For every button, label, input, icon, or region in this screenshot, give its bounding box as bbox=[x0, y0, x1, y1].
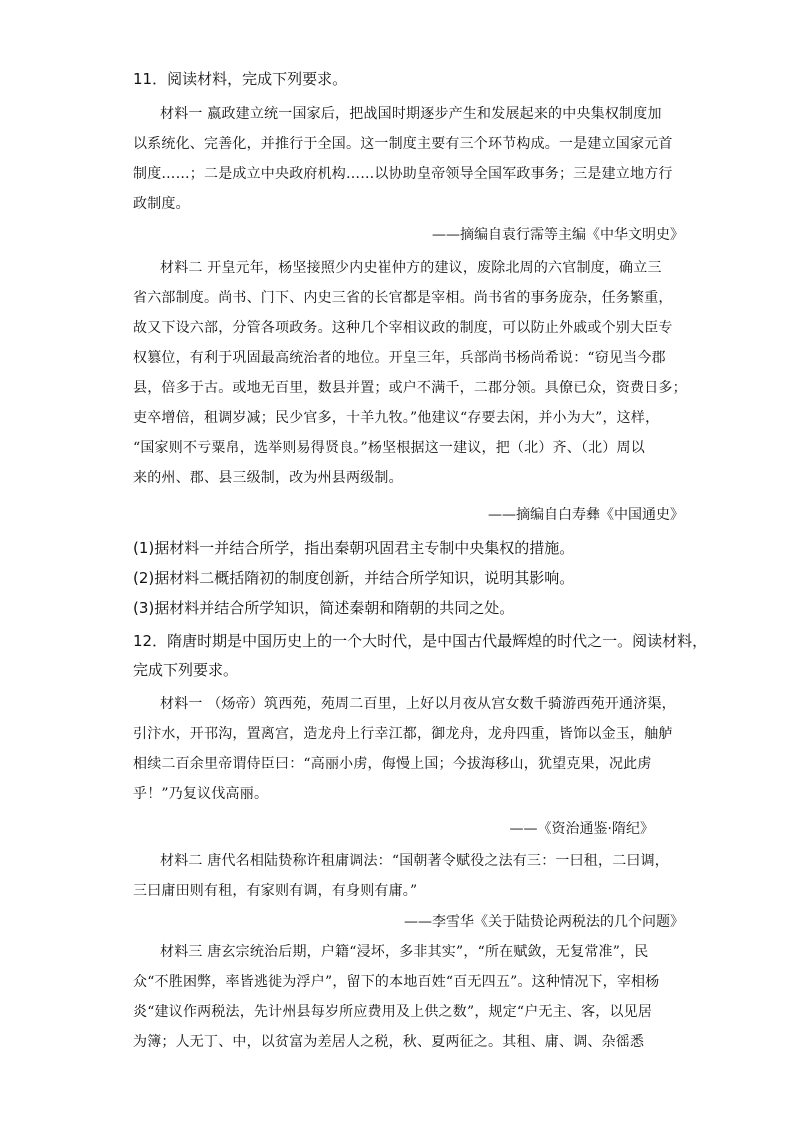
q12-material-1-line: 材料一 （炀帝）筑西苑，苑周二百里，上好以月夜从宫女数千骑游西苑开通济渠， bbox=[160, 696, 676, 712]
q11-material-1-line: 制度……；二是成立中央政府机构……以协助皇帝领导全国军政事务；三是建立地方行 bbox=[133, 166, 673, 182]
question-11-title: 11．阅读材料，完成下列要求。 bbox=[133, 70, 348, 88]
q12-material-1-line: 引汴水，开邗沟，置离宫，造龙舟上行幸江都，御龙舟，龙舟四重，皆饰以金玉，舳舻 bbox=[133, 726, 673, 742]
q12-material-2-line: 材料二 唐代名相陆贽称许租庸调法：“国朝著令赋役之法有三：一曰租，二曰调， bbox=[160, 853, 670, 869]
q11-material-2-line: 来的州、郡、县三级制，改为州县两级制。 bbox=[133, 470, 403, 486]
q12-material-1-source: ——《资治通鉴·隋纪》 bbox=[509, 821, 654, 837]
q12-material-3-line: 炎“建议作两税法，先计州县每岁所应费用及上供之数”，规定“户无主、客，以见居 bbox=[133, 1004, 653, 1020]
q11-material-1-line: 政制度。 bbox=[133, 196, 190, 212]
q12-material-2-line: 三曰庸田则有租，有家则有调，有身则有庸。” bbox=[133, 883, 418, 899]
q11-material-2-line: 故又下设六部，分管各项政务。这种几个宰相议政的制度，可以防止外戚或个别大臣专 bbox=[133, 320, 673, 336]
q12-material-3-line: 为簿；人无丁、中，以贫富为差居人之税，秋、夏两征之。其租、庸、调、杂徭悉 bbox=[133, 1034, 645, 1050]
q11-material-2-line: 材料二 开皇元年，杨坚接照少内史崔仲方的建议，废除北周的六官制度，确立三 bbox=[160, 260, 662, 276]
q12-material-1-line: 乎！”乃复议伐高丽。 bbox=[133, 786, 269, 802]
q11-material-2-line: “国家则不亏粟帛，选举则易得贤良。”杨坚根据这一建议，把（北）齐、（北）周以 bbox=[133, 440, 645, 456]
question-12-title-cont: 完成下列要求。 bbox=[133, 661, 239, 679]
q11-material-2-line: 吏卒增倍，租调岁减；民少官多，十羊九牧。”他建议“存要去闲，并小为大”，这样， bbox=[133, 410, 660, 426]
q12-material-1-line: 相续二百余里帝谓侍臣曰：“高丽小虏，侮慢上国；今拔海移山，犹望克果，况此虏 bbox=[133, 756, 652, 772]
question-12-title: 12．隋唐时期是中国历史上的一个大时代，是中国古代最辉煌的时代之一。阅读材料， bbox=[133, 632, 708, 650]
q11-material-2-line: 省六部制度。尚书、门下、内史三省的长官都是宰相。尚书省的事务庞杂，任务繁重， bbox=[133, 290, 673, 306]
q11-material-1-line: 以系统化、完善化，并推行于全国。这一制度主要有三个环节构成。一是建立国家元首 bbox=[133, 136, 673, 152]
q11-material-2-source: ——摘编自白寿彝《中国通史》 bbox=[488, 507, 684, 523]
q12-material-3-line: 众“不胜困弊，率皆逃徙为浮户”，留下的本地百姓“百无四五”。这种情况下，宰相杨 bbox=[133, 974, 660, 990]
q11-material-1-source: ——摘编自袁行霈等主编《中华文明史》 bbox=[432, 227, 684, 243]
q11-subquestion-1: (1)据材料一并结合所学，指出秦朝巩固君主专制中央集权的措施。 bbox=[133, 539, 575, 557]
q11-material-1-line: 材料一 嬴政建立统一国家后，把战国时期逐步产生和发展起来的中央集权制度加 bbox=[160, 106, 662, 122]
q11-material-2-line: 县，倍多于古。或地无百里，数县并置；或户不满千，二郡分领。具僚已众，资费日多； bbox=[133, 380, 687, 396]
q11-material-2-line: 权篡位，有利于巩固最高统治者的地位。开皇三年，兵部尚书杨尚希说：“窃见当今郡 bbox=[133, 350, 666, 366]
q11-subquestion-3: (3)据材料并结合所学知识，简述秦朝和隋朝的共同之处。 bbox=[133, 599, 515, 617]
q11-subquestion-2: (2)据材料二概括隋初的制度创新，并结合所学知识，说明其影响。 bbox=[133, 569, 575, 587]
q12-material-3-line: 材料三 唐玄宗统治后期，户籍“浸坏，多非其实”，“所在赋敛，无复常准”，民 bbox=[160, 944, 649, 960]
q12-material-2-source: ——李雪华《关于陆贽论两税法的几个问题》 bbox=[404, 914, 684, 930]
